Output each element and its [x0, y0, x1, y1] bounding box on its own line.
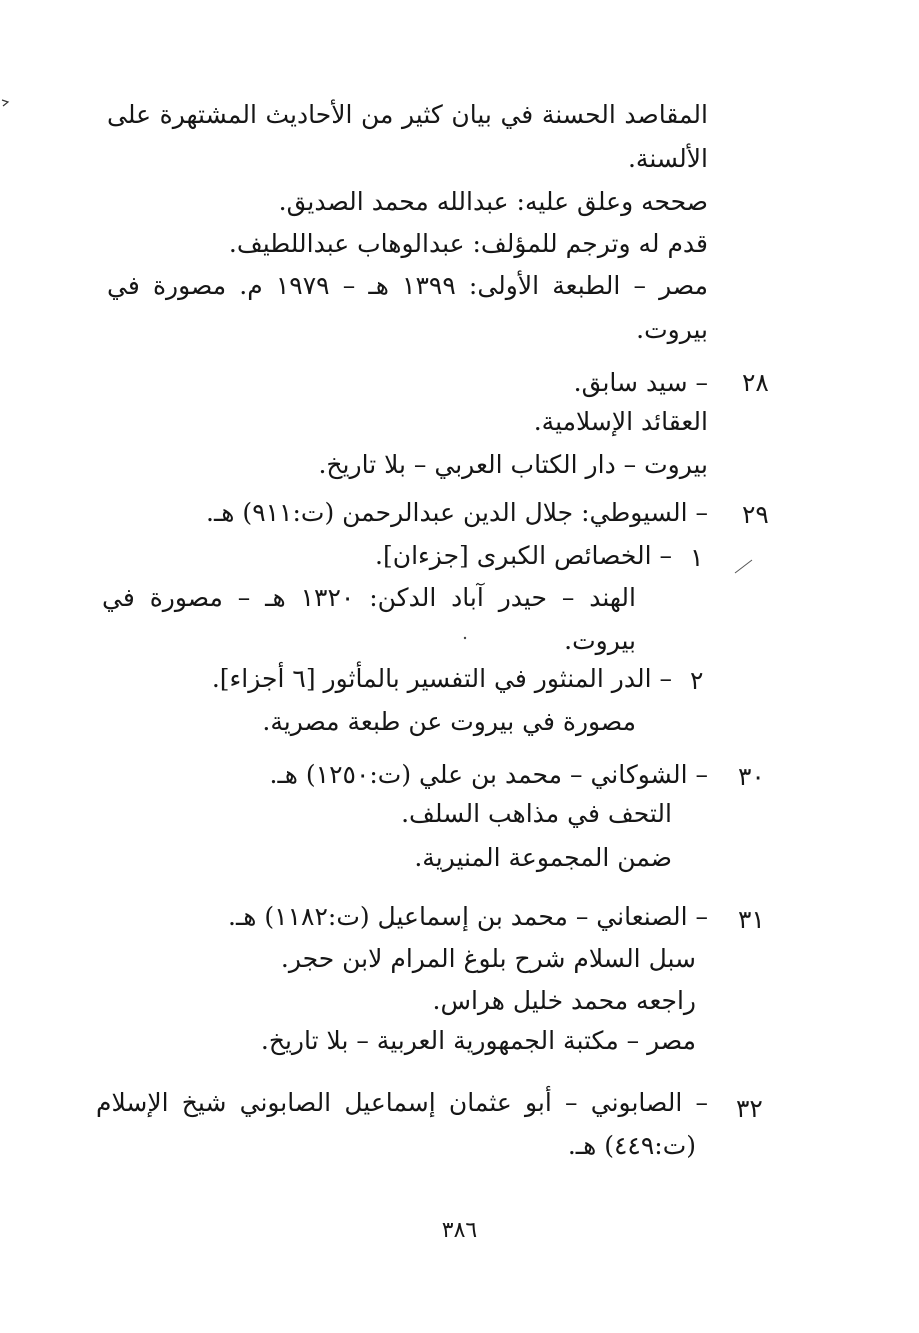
entry-number: ٣١	[738, 905, 765, 934]
entry-author: – الصابوني – أبو عثمان إسماعيل الصابوني شيخ الإسلام	[96, 1088, 708, 1117]
page-number: ٣٨٦	[441, 1218, 478, 1243]
intro-title-line: المقاصد الحسنة في بيان كثير من الأحاديث المشتهرة على	[107, 100, 708, 129]
entry-author: – الصنعاني – محمد بن إسماعيل (ت:١١٨٢) هـ.	[228, 902, 708, 931]
entry-publication: مصر – مكتبة الجمهورية العربية – بلا تاريخ.	[260, 1026, 696, 1055]
entry-number: ٢٨	[742, 368, 769, 397]
entry-number: ٢٩	[742, 500, 769, 529]
work-publication: بيروت.	[564, 626, 636, 655]
entry-title: سبل السلام شرح بلوغ المرام لابن حجر.	[280, 944, 696, 973]
entry-title: التحف في مذاهب السلف.	[401, 799, 672, 828]
work-title: – الدر المنثور في التفسير بالمأثور [٦ أجزاء].	[211, 664, 672, 693]
entry-number: ٣٢	[736, 1094, 763, 1123]
work-publication: مصورة في بيروت عن طبعة مصرية.	[262, 707, 636, 736]
entry-author: – سيد سابق.	[573, 368, 708, 397]
scan-speck	[2, 100, 8, 106]
entry-author: – الشوكاني – محمد بن علي (ت:١٢٥٠) هـ.	[269, 760, 708, 789]
work-title: – الخصائص الكبرى [جزءان].	[375, 541, 672, 570]
entry-reviewer: راجعه محمد خليل هراس.	[432, 986, 696, 1015]
entry-title: العقائد الإسلامية.	[533, 407, 708, 436]
work-number: ١	[690, 543, 704, 572]
work-number: ٢	[690, 666, 704, 695]
entry-author: (ت:٤٤٩) هـ.	[567, 1131, 696, 1160]
entry-publication: ضمن المجموعة المنيرية.	[414, 843, 672, 872]
publication-line: مصر – الطبعة الأولى: ١٣٩٩ هـ – ١٩٧٩ م. مصورة في	[107, 271, 708, 300]
editor-line: صححه وعلق عليه: عبدالله محمد الصديق.	[278, 187, 708, 216]
entry-publication: بيروت – دار الكتاب العربي – بلا تاريخ.	[318, 450, 708, 479]
publication-line: بيروت.	[636, 315, 708, 344]
intro-title-line: الألسنة.	[627, 144, 708, 173]
scan-speck	[464, 637, 466, 639]
entry-author: – السيوطي: جلال الدين عبدالرحمن (ت:٩١١) هـ.	[206, 498, 708, 527]
entry-number: ٣٠	[738, 762, 765, 791]
introducer-line: قدم له وترجم للمؤلف: عبدالوهاب عبداللطيف.	[228, 229, 708, 258]
scan-stroke	[735, 560, 752, 573]
work-publication: الهند – حيدر آباد الدكن: ١٣٢٠ هـ – مصورة في	[102, 583, 636, 612]
